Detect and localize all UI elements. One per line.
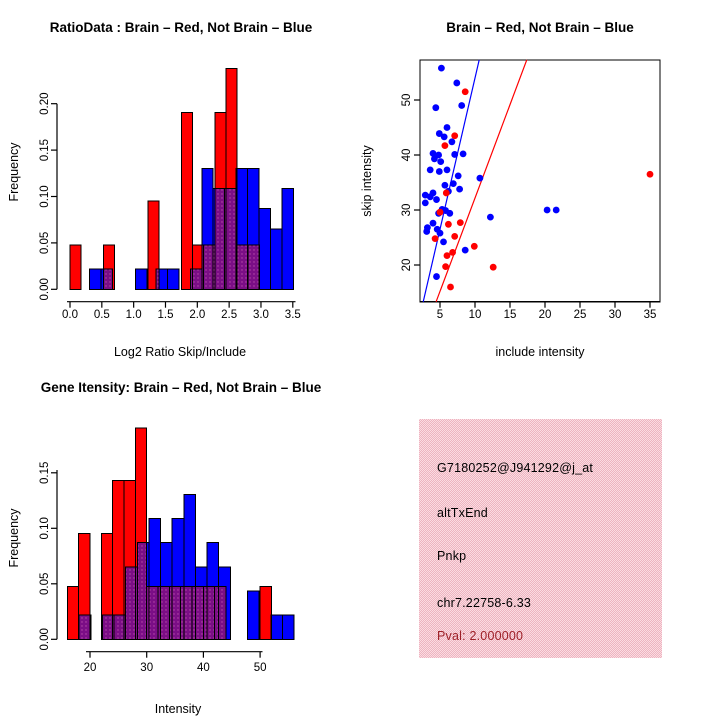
y-tick-label: 0.10 (39, 185, 51, 208)
bar-blue (90, 269, 101, 289)
y-tick-label: 0.05 (39, 572, 51, 595)
chart-title: Gene Itensity: Brain – Red, Not Brain – Blue (40, 380, 322, 395)
bar-overlap (172, 586, 181, 639)
scatter-point-red (442, 263, 449, 270)
y-axis-label: skip intensity (360, 145, 374, 217)
bar-red (181, 113, 192, 290)
y-axis-label: Frequency (7, 508, 21, 568)
bar-overlap (102, 615, 112, 639)
scatter-point-red (457, 219, 464, 226)
y-tick-label: 0.00 (39, 628, 51, 651)
scatter-point-red (451, 132, 458, 139)
chart-title: RatioData : Brain – Red, Not Brain – Blue (49, 20, 313, 35)
scatter-point-red (443, 190, 450, 197)
scatter-point-blue (544, 207, 551, 214)
x-tick-label: 15 (503, 309, 517, 321)
bar-overlap (203, 586, 207, 639)
scatter-point-red (471, 243, 478, 250)
x-tick-label: 0.0 (62, 309, 78, 321)
scatter-point-red (447, 284, 454, 291)
bar-overlap (226, 188, 236, 289)
plot-box (420, 60, 660, 302)
scatter-point-blue (477, 175, 484, 182)
gene-info-panel (419, 419, 662, 658)
y-tick-label: 0.10 (39, 517, 51, 540)
info-line: G7180252@J941292@j_at (437, 461, 594, 475)
scatter-point-blue (437, 158, 444, 165)
x-axis-label: Log2 Ratio Skip/Include (113, 345, 247, 359)
scatter-point-blue (433, 273, 440, 280)
x-tick-label: 20 (538, 309, 552, 321)
scatter-point-blue (453, 80, 460, 87)
bar-red (67, 586, 78, 639)
y-tick-label: 40 (401, 148, 413, 162)
y-tick-label: 0.15 (39, 461, 51, 484)
scatter-point-blue (427, 166, 434, 173)
x-tick-label: 0.5 (93, 309, 110, 321)
y-tick-label: 20 (401, 258, 413, 272)
bar-overlap (271, 615, 272, 639)
y-axis-label: Frequency (7, 142, 21, 202)
bar-overlap (204, 245, 214, 289)
bar-overlap (184, 586, 192, 639)
bar-overlap (219, 586, 226, 639)
blue-fit-line (423, 60, 479, 302)
x-tick-label: 40 (197, 662, 210, 674)
bar-blue (167, 269, 178, 289)
scatter-point-blue (450, 180, 457, 187)
x-tick-label: 30 (608, 309, 622, 321)
bar-overlap (161, 586, 170, 639)
scatter-point-blue (449, 138, 456, 145)
info-line: Pnkp (437, 549, 467, 563)
scatter-point-blue (438, 65, 445, 72)
scatter-point-blue (430, 220, 437, 227)
scatter-point-blue (462, 247, 469, 254)
scatter-point-blue (458, 102, 465, 109)
scatter-point-red (647, 171, 654, 178)
bar-red (70, 245, 81, 289)
scatter-point-red (462, 88, 469, 95)
info-line: altTxEnd (437, 506, 488, 520)
scatter-point-red (437, 209, 444, 216)
x-tick-label: 2.5 (221, 309, 238, 321)
bar-blue (271, 615, 283, 639)
bar-overlap (193, 269, 202, 289)
scatter-point-red (451, 233, 458, 240)
scatter-point-blue (436, 168, 443, 175)
scatter-point-blue (432, 104, 439, 111)
scatter-point-blue (440, 239, 447, 246)
bar-overlap (248, 245, 259, 289)
scatter-point-blue (455, 173, 462, 180)
y-tick-label: 0.20 (39, 92, 51, 115)
scatter-point-blue (437, 230, 444, 237)
intensity-scatter (360, 20, 660, 359)
bar-overlap (156, 269, 159, 289)
x-tick-label: 35 (643, 309, 657, 321)
y-tick-label: 30 (401, 203, 413, 217)
x-tick-label: 50 (253, 662, 267, 674)
scatter-point-blue (444, 166, 451, 173)
scatter-point-red (432, 235, 439, 242)
bar-overlap (114, 615, 124, 639)
x-tick-label: 20 (83, 662, 97, 674)
scatter-point-blue (451, 151, 458, 158)
scatter-point-blue (431, 155, 438, 162)
bar-blue (136, 269, 147, 289)
bar-overlap (192, 586, 195, 639)
x-tick-label: 25 (573, 309, 587, 321)
bar-blue (271, 229, 282, 290)
bar-overlap (195, 586, 203, 639)
scatter-point-red (490, 264, 497, 271)
y-tick-label: 0.05 (39, 231, 51, 255)
bar-blue (248, 591, 260, 639)
bar-red (260, 586, 271, 639)
y-tick-label: 0.15 (39, 138, 51, 162)
bar-overlap (215, 586, 219, 639)
x-tick-label: 2.0 (189, 309, 206, 321)
scatter-point-blue (422, 199, 429, 206)
scatter-point-blue (427, 193, 434, 200)
x-axis-label: include intensity (495, 345, 585, 359)
y-tick-label: 50 (401, 93, 413, 107)
scatter-point-blue (487, 214, 494, 221)
scatter-point-blue (444, 124, 451, 131)
scatter-point-blue (553, 207, 560, 214)
scatter-point-blue (442, 182, 449, 189)
scatter-point-blue (441, 133, 448, 140)
info-line: Pval: 2.000000 (437, 629, 524, 643)
x-tick-label: 1.0 (125, 309, 142, 321)
bar-blue (282, 188, 293, 289)
x-axis-label: Intensity (154, 702, 202, 716)
x-tick-label: 5 (436, 309, 444, 321)
x-tick-label: 3.0 (252, 309, 269, 321)
x-tick-label: 10 (468, 309, 482, 321)
bar-blue (259, 209, 270, 290)
scatter-point-blue (456, 186, 463, 193)
bar-overlap (207, 586, 215, 639)
scatter-point-blue (460, 151, 467, 158)
scatter-point-red (445, 221, 452, 228)
bar-overlap (103, 269, 112, 289)
scatter-point-blue (433, 196, 440, 203)
bar-overlap (149, 586, 158, 639)
bar-overlap (126, 567, 136, 639)
info-line: chr7.22758-6.33 (437, 596, 532, 610)
chart-title: Brain – Red, Not Brain – Blue (446, 20, 634, 35)
scatter-point-blue (423, 228, 430, 235)
bar-blue (282, 615, 294, 639)
y-tick-label: 0.00 (39, 278, 51, 301)
x-tick-label: 1.5 (157, 309, 174, 321)
gene-intensity-histogram (7, 380, 322, 716)
x-tick-label: 3.5 (284, 309, 301, 321)
scatter-point-red (442, 142, 449, 149)
scatter-point-blue (446, 210, 453, 217)
bar-overlap (215, 188, 225, 289)
scatter-point-red (444, 252, 451, 259)
bar-overlap (237, 245, 248, 289)
bar-overlap (137, 543, 146, 640)
ratio-histogram (7, 20, 313, 359)
x-tick-label: 30 (140, 662, 154, 674)
bar-overlap (79, 615, 90, 639)
